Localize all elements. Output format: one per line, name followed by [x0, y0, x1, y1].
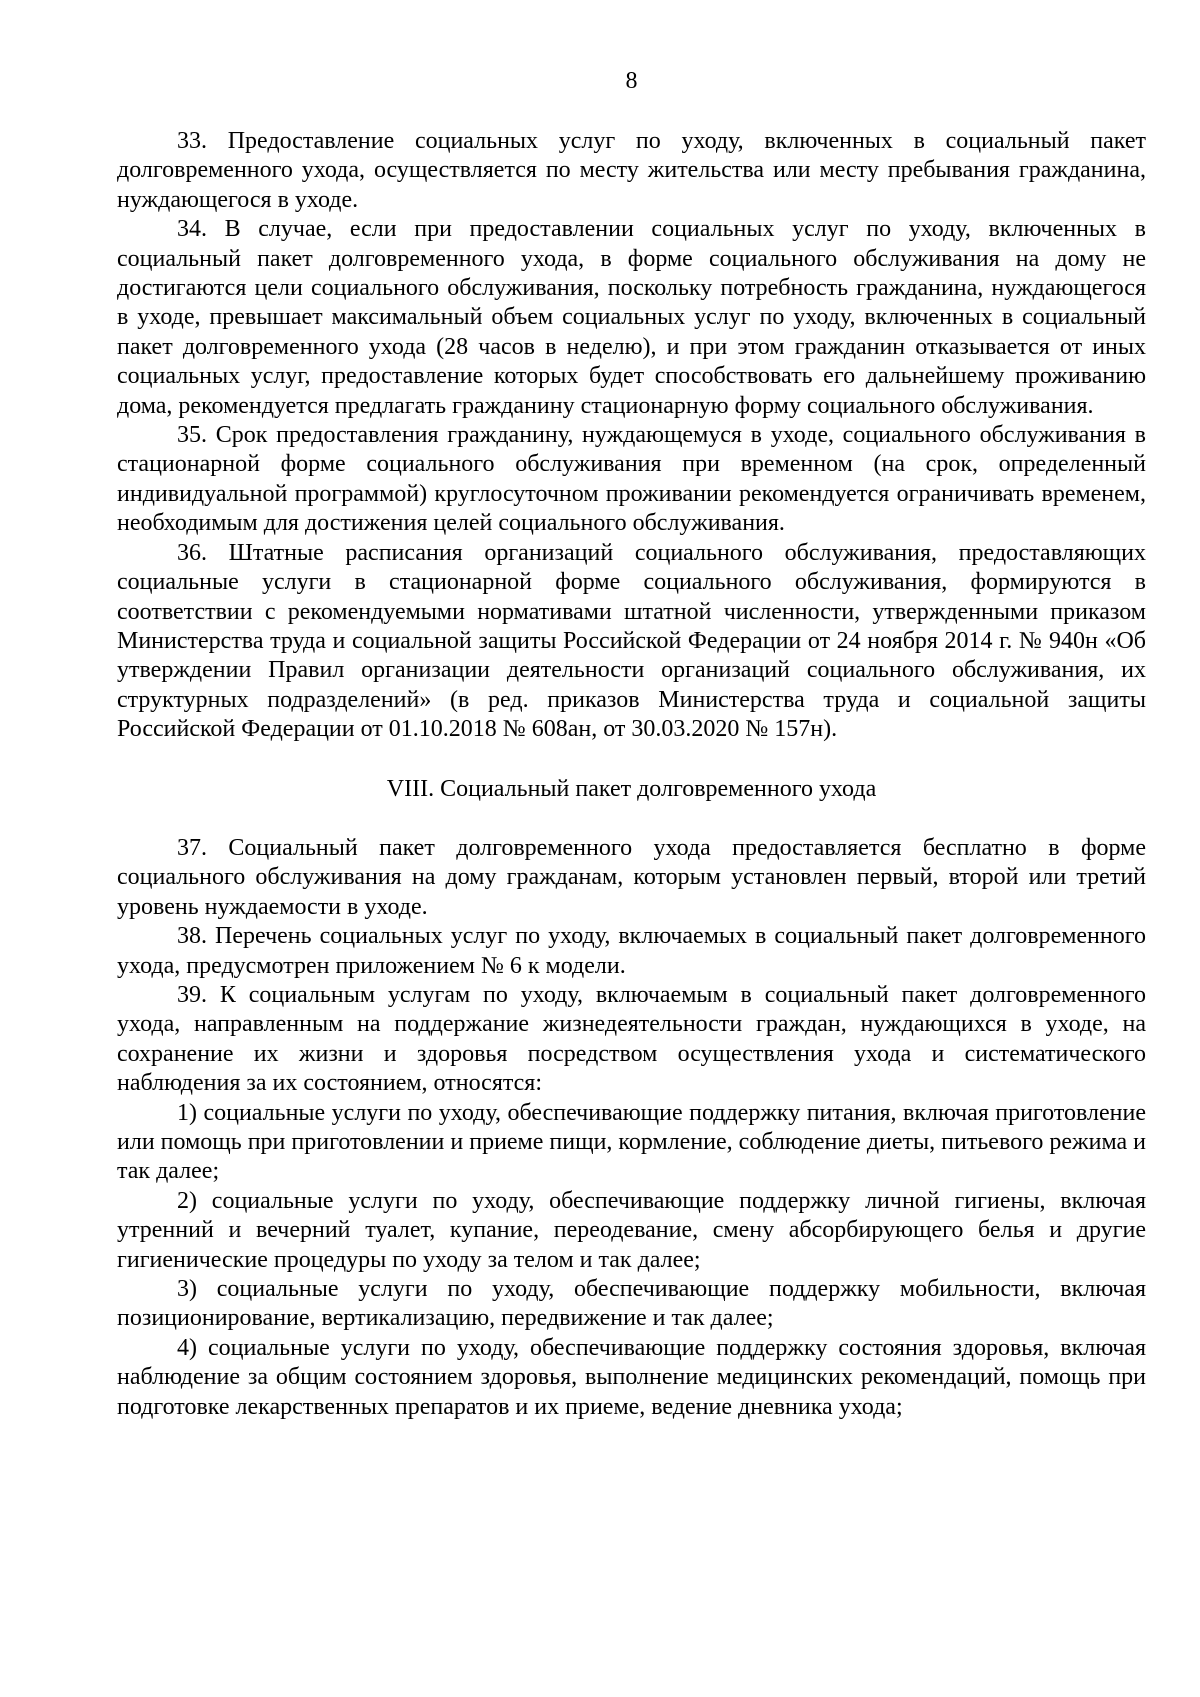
paragraph-36: 36. Штатные расписания организаций социального обслуживания, предоставляющих социальные услуги в стационарной форме социального обслуживания, формируются в соответствии с рекомендуемыми нормативами штатной численности, утвержденными приказом Министерства труда и социальной защиты Российской Федерации от 24 ноября 2014 г. № 940н «Об утверждении Правил организации деятельности организаций социального обслуживания, их структурных подразделений» (в ред. приказов Министерства труда и социальной защиты Российской Федерации от 01.10.2018 № 608ан, от 30.03.2020 № 157н).: [117, 539, 1146, 743]
document-body: [117, 127, 1146, 1422]
paragraph-38: 38. Перечень социальных услуг по уходу, включаемых в социальный пакет долговременного ухода, предусмотрен приложением № 6 к модели.: [117, 923, 1146, 979]
section-heading: VIII. Социальный пакет долговременного ухода: [386, 775, 877, 802]
list-item-3: 3) социальные услуги по уходу, обеспечивающие поддержку мобильности, включая позиционирование, вертикализацию, передвижение и так далее;: [117, 1276, 1146, 1332]
paragraph-33: 33. Предоставление социальных услуг по уходу, включенных в социальный пакет долговременного ухода, осуществляется по месту жительства или месту пребывания гражданина, нуждающегося в уходе.: [117, 128, 1146, 213]
list-item-2: 2) социальные услуги по уходу, обеспечивающие поддержку личной гигиены, включая утренний и вечерний туалет, купание, переодевание, смену абсорбирующего белья и другие гигиенические процедуры по уходу за телом и так далее;: [117, 1187, 1146, 1273]
paragraph-39: 39. К социальным услугам по уходу, включаемым в социальный пакет долговременного ухода, направленным на поддержание жизнедеятельности граждан, нуждающихся в уходе, на сохранение их жизни и здоровья посредством осуществления ухода и систематического наблюдения за их состоянием, относятся:: [117, 981, 1146, 1097]
list-item-4: 4) социальные услуги по уходу, обеспечивающие поддержку состояния здоровья, включая наблюдение за общим состоянием здоровья, выполнение медицинских рекомендаций, помощь при подготовке лекарственных препаратов и их приеме, ведение дневника ухода;: [117, 1334, 1146, 1420]
paragraph-34: 34. В случае, если при предоставлении социальных услуг по уходу, включенных в социальный пакет долговременного ухода, в форме социального обслуживания на дому не достигаются цели социального обслуживания, поскольку потребность гражданина, нуждающегося в уходе, превышает максимальный объем социальных услуг по уходу, включенных в социальный пакет долговременного ухода (28 часов в неделю), и при этом гражданин отказывается от иных социальных услуг, предоставление которых будет способствовать его дальнейшему проживанию дома, рекомендуется предлагать гражданину стационарную форму социального обслуживания.: [117, 216, 1146, 419]
page-number: 8: [625, 68, 638, 94]
list-item-1: 1) социальные услуги по уходу, обеспечивающие поддержку питания, включая приготовление или помощь при приготовлении и приеме пищи, кормление, соблюдение диеты, питьевого режима и так далее;: [117, 1099, 1146, 1185]
paragraph-37: 37. Социальный пакет долговременного ухода предоставляется бесплатно в форме социального обслуживания на дому гражданам, которым установлен первый, второй или третий уровень нуждаемости в уходе.: [117, 834, 1146, 920]
paragraph-35: 35. Срок предоставления гражданину, нуждающемуся в уходе, социального обслуживания в стационарной форме социального обслуживания при временном (на срок, определенный индивидуальной программой) круглосуточном проживании рекомендуется ограничивать временем, необходимым для достижения целей социального обслуживания.: [117, 422, 1146, 537]
